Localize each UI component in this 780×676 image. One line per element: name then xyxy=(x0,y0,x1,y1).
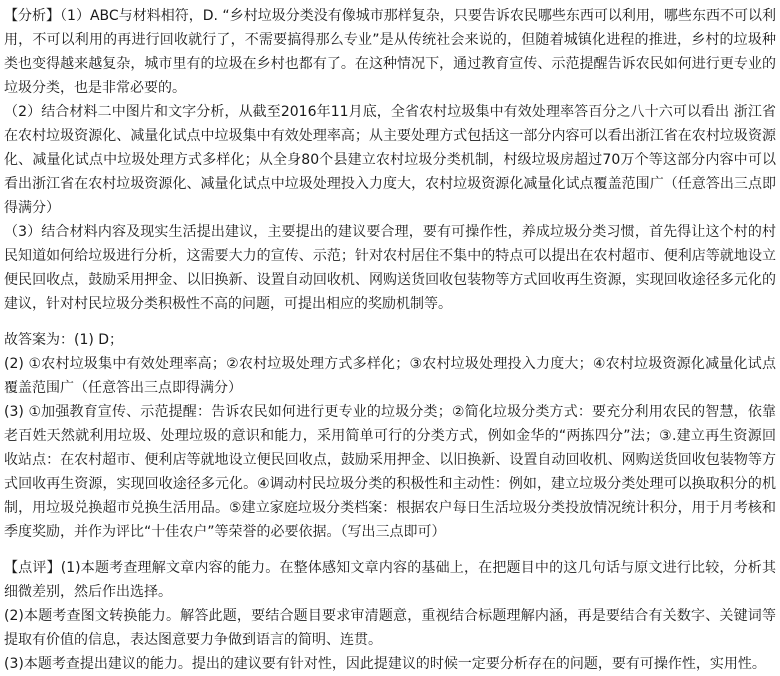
section-spacer xyxy=(4,544,776,556)
comment-section xyxy=(4,556,776,676)
comment-paragraph-3: (3)本题考查提出建议的能力。提出的建议要有针对性，因此提建议的时候一定要分析存在的问题，要有可操作性，实用性。 xyxy=(4,656,766,672)
answer-section xyxy=(4,328,776,544)
analysis-paragraph-1: 【分析】（1）ABC与材料相符，D. “乡村垃圾分类没有像城市那样复杂，只要告诉农民哪些东西可以利用，哪些东西不可以利用，不可以利用的再进行回收就行了，不需要搞得那么专业”是从传统社会来说的，但随着城镇化进程的推进，乡村的垃圾种类也变得越来越复杂，城市里有的垃圾在乡村也都有了。在这种情况下，通过教育宣传、示范提醒告诉农民如何进行更专业的垃圾分类，也是非常必要的。 xyxy=(4,8,776,96)
comment-paragraph-1: 【点评】(1)本题考查理解文章内容的能力。在整体感知文章内容的基础上，在把题目中的这几句话与原文进行比较，分析其细微差别，然后作出选择。 xyxy=(4,560,776,600)
analysis-paragraph-3: （3）结合材料内容及现实生活提出建议，主要提出的建议要合理，要有可操作性，养成垃圾分类习惯，首先得让这个村的村民知道如何给垃圾进行分析，这需要大力的宣传、示范；针对农村居住不集中的特点可以提出在农村超市、便利店等就地设立便民回收点，鼓励采用押金、以旧换新、设置自动回收机、网购送货回收包装物等方式回收再生资源，实现回收途径多元化的建议，针对村民垃圾分类积极性不高的问题，可提出相应的奖励机制等。 xyxy=(4,224,776,312)
answer-line-2: (2) ①农村垃圾集中有效处理率高；②农村垃圾处理方式多样化；③农村垃圾处理投入力度大；④农村垃圾资源化减量化试点覆盖范围广（任意答出三点即得满分） xyxy=(4,356,776,396)
answer-line-1: 故答案为：(1) D； xyxy=(4,332,124,348)
section-spacer xyxy=(4,316,776,328)
analysis-paragraph-2: （2）结合材料二中图片和文字分析，从截至2016年11月底，全省农村垃圾集中有效处理率答百分之八十六可以看出 浙江省在农村垃圾资源化、减量化试点中垃圾集中有效处理率高；从主要处理方式包括这一部分内容可以看出浙江省在农村垃圾资源化、减量化试点中垃圾处理方式多样化；从全身80个县建立农村垃圾分类机制，村级垃圾房超过70万个等这部分内容中可以看出浙江省在农村垃圾资源化、减量化试点中垃圾处理投入力度大，农村垃圾资源化减量化试点覆盖范围广（任意答出三点即得满分） xyxy=(4,104,776,216)
analysis-section xyxy=(4,4,776,316)
answer-line-3: (3) ①加强教育宣传、示范提醒：告诉农民如何进行更专业的垃圾分类；②简化垃圾分类方式：要充分利用农民的智慧，依靠老百姓天然就利用垃圾、处理垃圾的意识和能力，采用简单可行的分类方式，例如金华的“两拣四分”法；③.建立再生资源回收站点：在农村超市、便利店等就地设立便民回收点，鼓励采用押金、以旧换新、设置自动回收机、网购送货回收包装物等方式回收再生资源，实现回收途径多元化。④调动村民垃圾分类的积极性和主动性：例如，建立垃圾分类处理可以换取积分的机制，用垃圾兑换超市兑换生活用品。⑤建立家庭垃圾分类档案：根据农户每日生活垃圾分类投放情况统计积分，用于月考核和季度奖励，并作为评比“十佳农户”等荣誉的必要依据。（写出三点即可） xyxy=(4,404,776,540)
comment-paragraph-2: (2)本题考查图文转换能力。解答此题，要结合题目要求审清题意，重视结合标题理解内涵，再是要结合有关数字、关键词等提取有价值的信息，表达图意要力争做到语言的简明、连贯。 xyxy=(4,608,776,648)
